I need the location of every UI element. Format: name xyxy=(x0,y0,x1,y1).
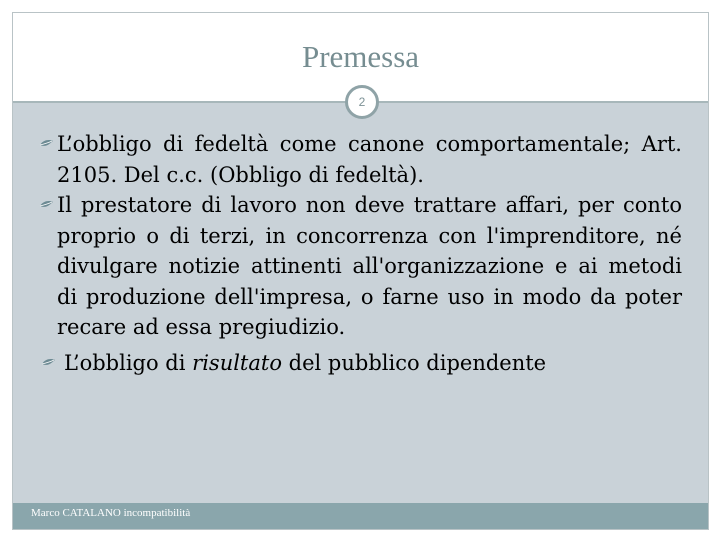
bullet-text-emphasis: risultato xyxy=(192,350,282,375)
bullet-text: Il prestatore di lavoro non deve trattare affari, per conto proprio o di terzi, in concorrenza con l'imprenditore, né divulgare notizie attinenti all'organizzazione e ai metodi di produzione dell'impresa, o farne uso in modo da poter recare ad essa pregiudizio. xyxy=(57,193,682,339)
bullet-item xyxy=(39,129,682,190)
slide-title: Premessa xyxy=(301,39,420,74)
bullet-text: L’obbligo di fedeltà come canone comportamentale; Art. 2105. Del c.c. (Obbligo di fedeltà). xyxy=(57,132,682,187)
leaf-bullet-icon xyxy=(39,200,54,211)
bullet-text-before: L’obbligo di xyxy=(64,350,193,375)
bullet-item xyxy=(39,190,682,343)
slide-number-badge: 2 xyxy=(345,85,379,119)
footer-text: Marco CATALANO incompatibilità xyxy=(31,507,191,519)
bullet-text-after: del pubblico dipendente xyxy=(281,350,547,375)
bullet-item xyxy=(39,348,682,379)
bullet-list xyxy=(39,129,682,378)
leaf-bullet-icon xyxy=(41,358,56,369)
leaf-bullet-icon xyxy=(39,139,54,150)
slide xyxy=(12,12,709,530)
